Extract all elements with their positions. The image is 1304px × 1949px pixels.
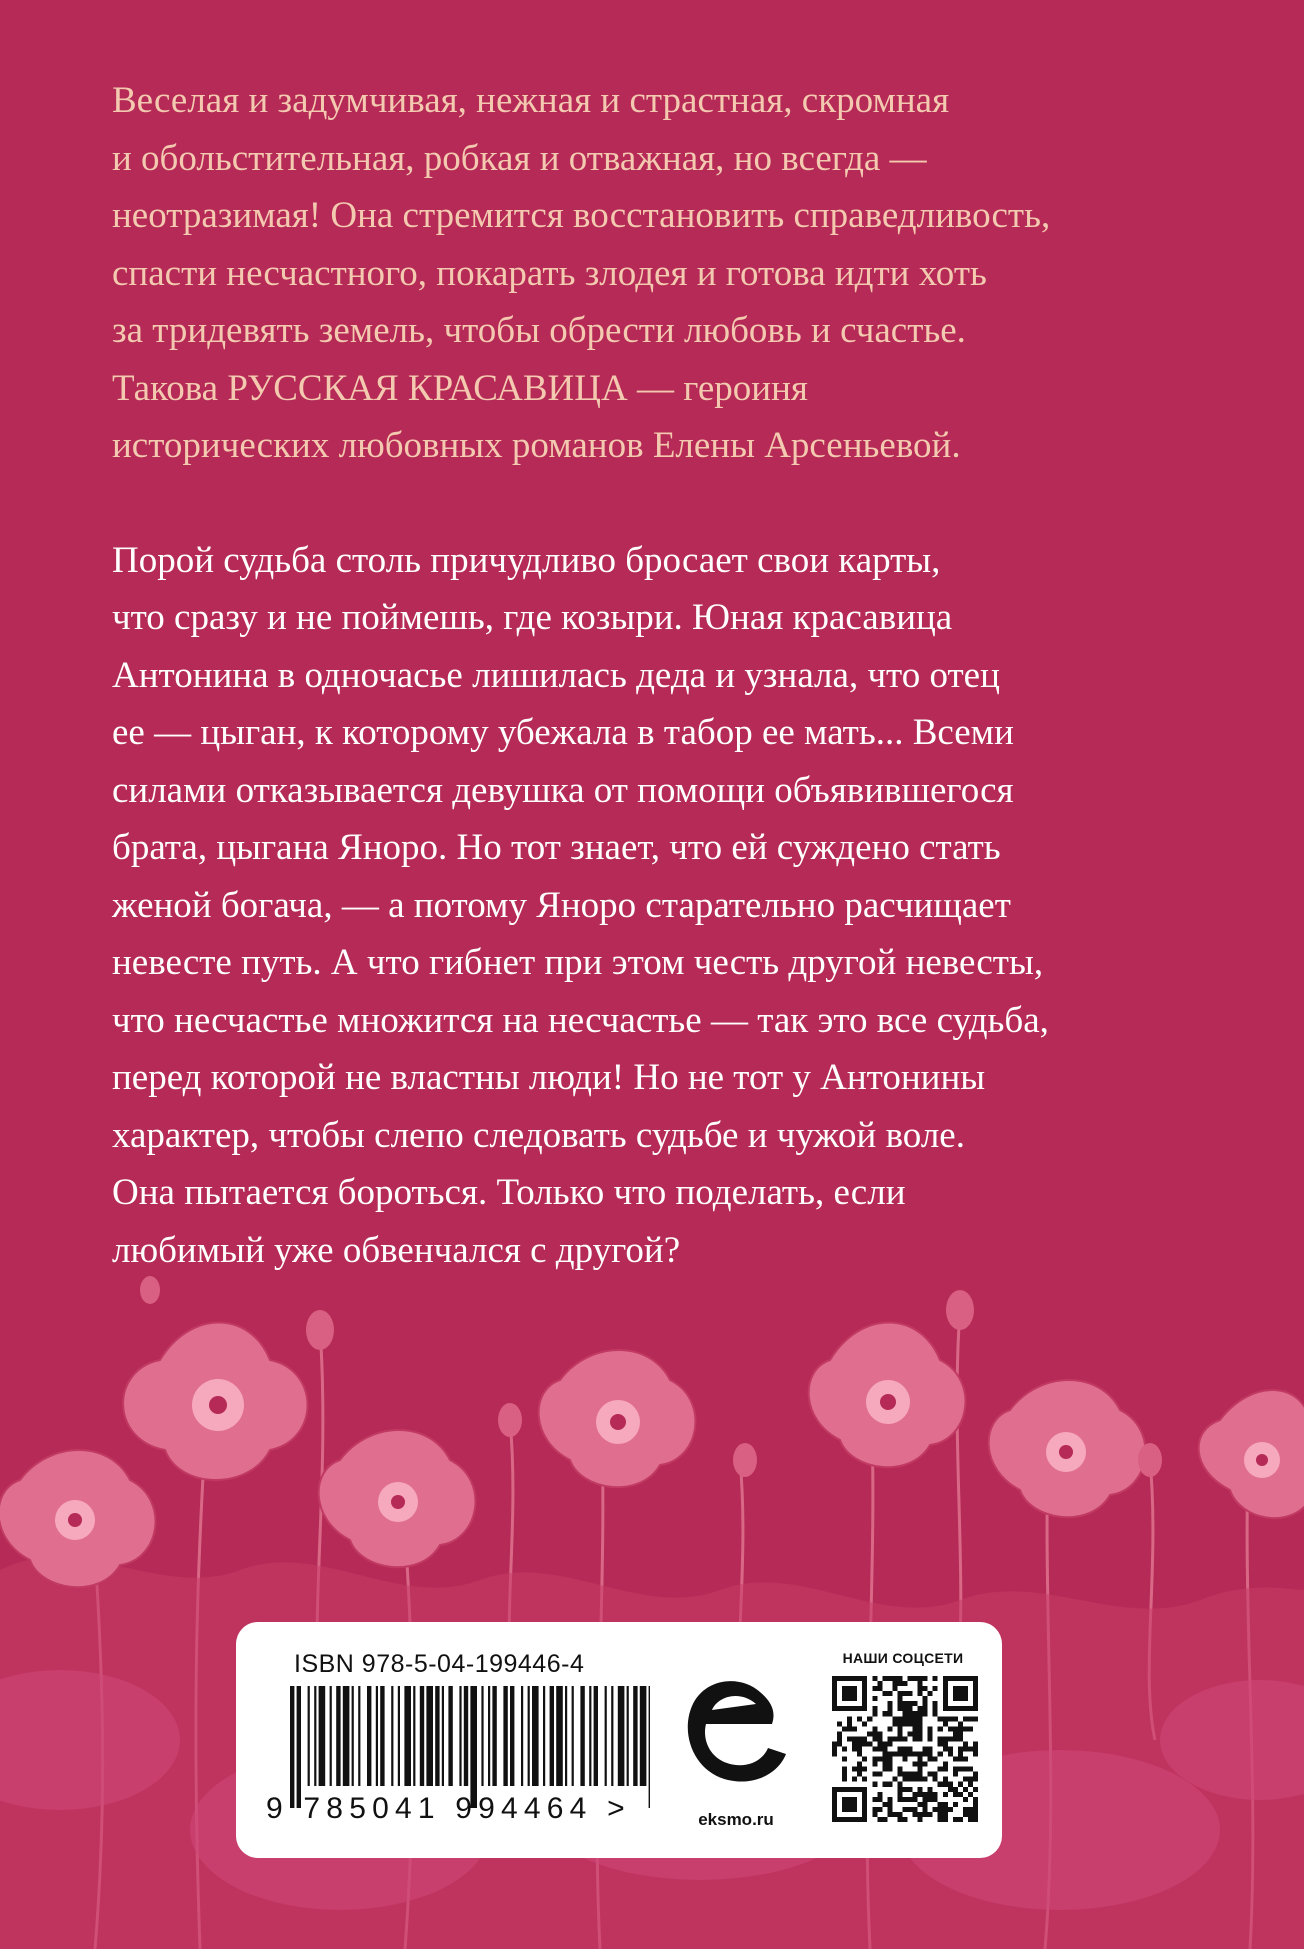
story-line: что несчастье множится на несчастье — так это все судьба, — [112, 999, 1049, 1041]
story-line: характер, чтобы слепо следовать судьбе и чужой воле. — [112, 1114, 965, 1156]
story-line: ее — цыган, к которому убежала в табор ее мать... Всеми — [112, 712, 1014, 753]
intro-line: за тридевять земель, чтобы обрести любовь и счастье. — [112, 310, 966, 351]
eksmo-logo-icon — [676, 1662, 796, 1802]
story-line: перед которой не властны люди! Но не тот у Антонины — [112, 1057, 986, 1098]
series-description — [112, 72, 1192, 475]
story-line: женой богача, — а потому Яноро старательно расчищает — [112, 884, 1011, 926]
barcode-digits: 9 785041 994464 > — [266, 1792, 631, 1825]
intro-line: исторических любовных романов Елены Арсеньевой. — [112, 425, 961, 466]
story-line: Она пытается бороться. Только что поделать, если — [112, 1172, 906, 1213]
intro-line: Такова РУССКАЯ КРАСАВИЦА — героиня — [112, 367, 808, 409]
qr-code-icon[interactable] — [832, 1676, 978, 1822]
intro-line: и обольстительная, робкая и отважная, но всегда — — [112, 137, 927, 179]
intro-line: неотразимая! Она стремится восстановить справедливость, — [112, 195, 1051, 236]
story-line: силами отказывается девушка от помощи объявившегося — [112, 769, 1014, 811]
intro-line: спасти несчастного, покарать злодея и готова идти хоть — [112, 252, 987, 294]
story-summary — [112, 532, 1192, 1280]
isbn-card — [236, 1622, 1002, 1858]
story-line: что сразу и не поймешь, где козыри. Юная красавица — [112, 597, 953, 638]
intro-line: Веселая и задумчивая, нежная и страстная, скромная — [112, 80, 950, 121]
publisher-site[interactable]: eksmo.ru — [698, 1810, 774, 1829]
story-line: Антонина в одночасье лишилась деда и узнала, что отец — [112, 654, 1000, 696]
story-line: любимый уже обвенчался с другой? — [112, 1229, 681, 1271]
social-label: НАШИ СОЦСЕТИ — [842, 1650, 964, 1666]
story-line: брата, цыгана Яноро. Но тот знает, что ей суждено стать — [112, 827, 1001, 868]
isbn-label: ISBN 978-5-04-199446-4 — [294, 1650, 585, 1678]
story-line: Порой судьба столь причудливо бросает свои карты, — [112, 539, 941, 581]
annotation-text — [112, 72, 1192, 1279]
story-line: невесте путь. А что гибнет при этом честь другой невесты, — [112, 942, 1044, 983]
